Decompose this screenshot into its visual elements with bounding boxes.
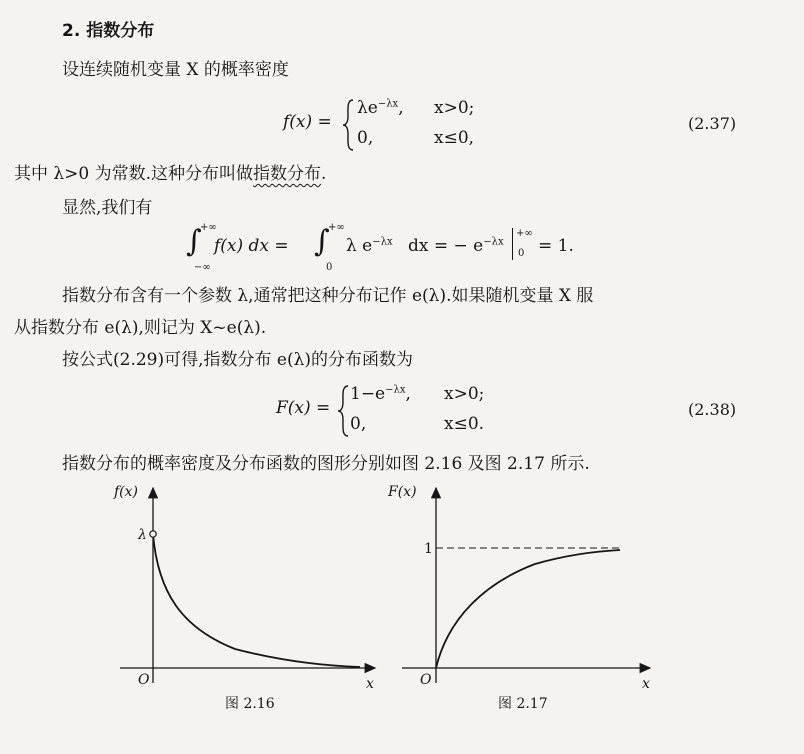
paragraph-parameter-line2: 从指数分布 e(λ),则记为 X~e(λ).	[14, 318, 267, 338]
definition-period: .	[321, 164, 327, 184]
paragraph-cdf-intro: 按公式(2.29)可得,指数分布 e(λ)的分布函数为	[62, 350, 414, 370]
fig17-ylabel: F(x)	[388, 484, 417, 500]
fig16-origin: O	[138, 672, 150, 688]
equation-number-2-38: (2.38)	[688, 400, 737, 419]
fig17-origin: O	[420, 672, 432, 688]
eval-exp: −λx	[483, 236, 504, 248]
int1-body: f(x) dx =	[214, 236, 289, 256]
integral-sign-1: ∫	[186, 224, 202, 259]
figure-2-17	[380, 478, 680, 712]
eval-upper: +∞	[516, 228, 533, 239]
int2-exp: −λx	[372, 236, 393, 248]
int2-lower: 0	[326, 262, 333, 273]
density-case2-cond: x≤0,	[434, 128, 475, 148]
density-brace	[341, 98, 355, 152]
cdf-case1-cond: x>0;	[444, 384, 485, 404]
evaluation-bar	[512, 228, 513, 260]
fig16-lambda-label: λ	[138, 527, 147, 543]
density-case1-cond: x>0;	[434, 98, 475, 118]
density-case2: 0,	[357, 128, 374, 148]
density-lhs: f(x) =	[283, 112, 332, 132]
cdf-case2-cond: x≤0.	[444, 414, 485, 434]
defined-term: 指数分布	[253, 164, 322, 184]
density-case1-expr: λe	[357, 98, 378, 118]
density-case1	[357, 98, 404, 118]
fig16-open-circle	[150, 531, 156, 537]
cdf-case1	[350, 384, 411, 404]
fig16-density-curve	[153, 534, 360, 667]
fig17-cdf-curve	[436, 550, 620, 668]
fig17-one-label: 1	[424, 541, 433, 557]
cdf-case2: 0,	[350, 414, 367, 434]
cdf-case1-sep: ,	[405, 384, 411, 404]
int2-dx	[408, 236, 504, 256]
figure-2-16	[100, 478, 400, 712]
fig16-caption: 图 2.16	[225, 696, 275, 712]
cdf-case1-exp: −λx	[385, 384, 406, 396]
cdf-lhs: F(x) =	[276, 398, 331, 418]
density-case1-sep: ,	[398, 98, 404, 118]
int1-lower: −∞	[194, 262, 211, 273]
int2-integrand	[346, 236, 393, 256]
fig16-ylabel: f(x)	[114, 484, 139, 500]
density-case1-exp: −λx	[377, 98, 399, 110]
cdf-case1-expr: 1−e	[350, 384, 386, 404]
int2-upper: +∞	[328, 222, 345, 233]
cdf-brace	[336, 384, 350, 438]
paragraph-parameter-line1: 指数分布含有一个参数 λ,通常把这种分布记作 e(λ).如果随机变量 X 服	[62, 286, 594, 306]
equation-number-2-37: (2.37)	[688, 114, 737, 133]
integral-sign-2: ∫	[314, 224, 330, 259]
int1-upper: +∞	[200, 222, 217, 233]
definition-text: 其中 λ>0 为常数.这种分布叫做	[14, 164, 254, 184]
integral-result: = 1.	[538, 236, 574, 256]
paragraph-definition	[14, 162, 326, 186]
fig16-xlabel: x	[366, 676, 374, 692]
int2-dx-text: dx = − e	[408, 236, 484, 256]
paragraph-obviously: 显然,我们有	[62, 198, 153, 218]
paragraph-intro: 设连续随机变量 X 的概率密度	[62, 60, 289, 80]
integral-equation	[186, 222, 606, 278]
int2-body: λ e	[346, 236, 373, 256]
fig17-caption: 图 2.17	[498, 696, 548, 712]
eval-lower: 0	[518, 248, 525, 259]
paragraph-figures: 指数分布的概率密度及分布函数的图形分别如图 2.16 及图 2.17 所示.	[62, 454, 590, 474]
section-title: 2. 指数分布	[62, 21, 155, 41]
fig17-xlabel: x	[642, 676, 650, 692]
